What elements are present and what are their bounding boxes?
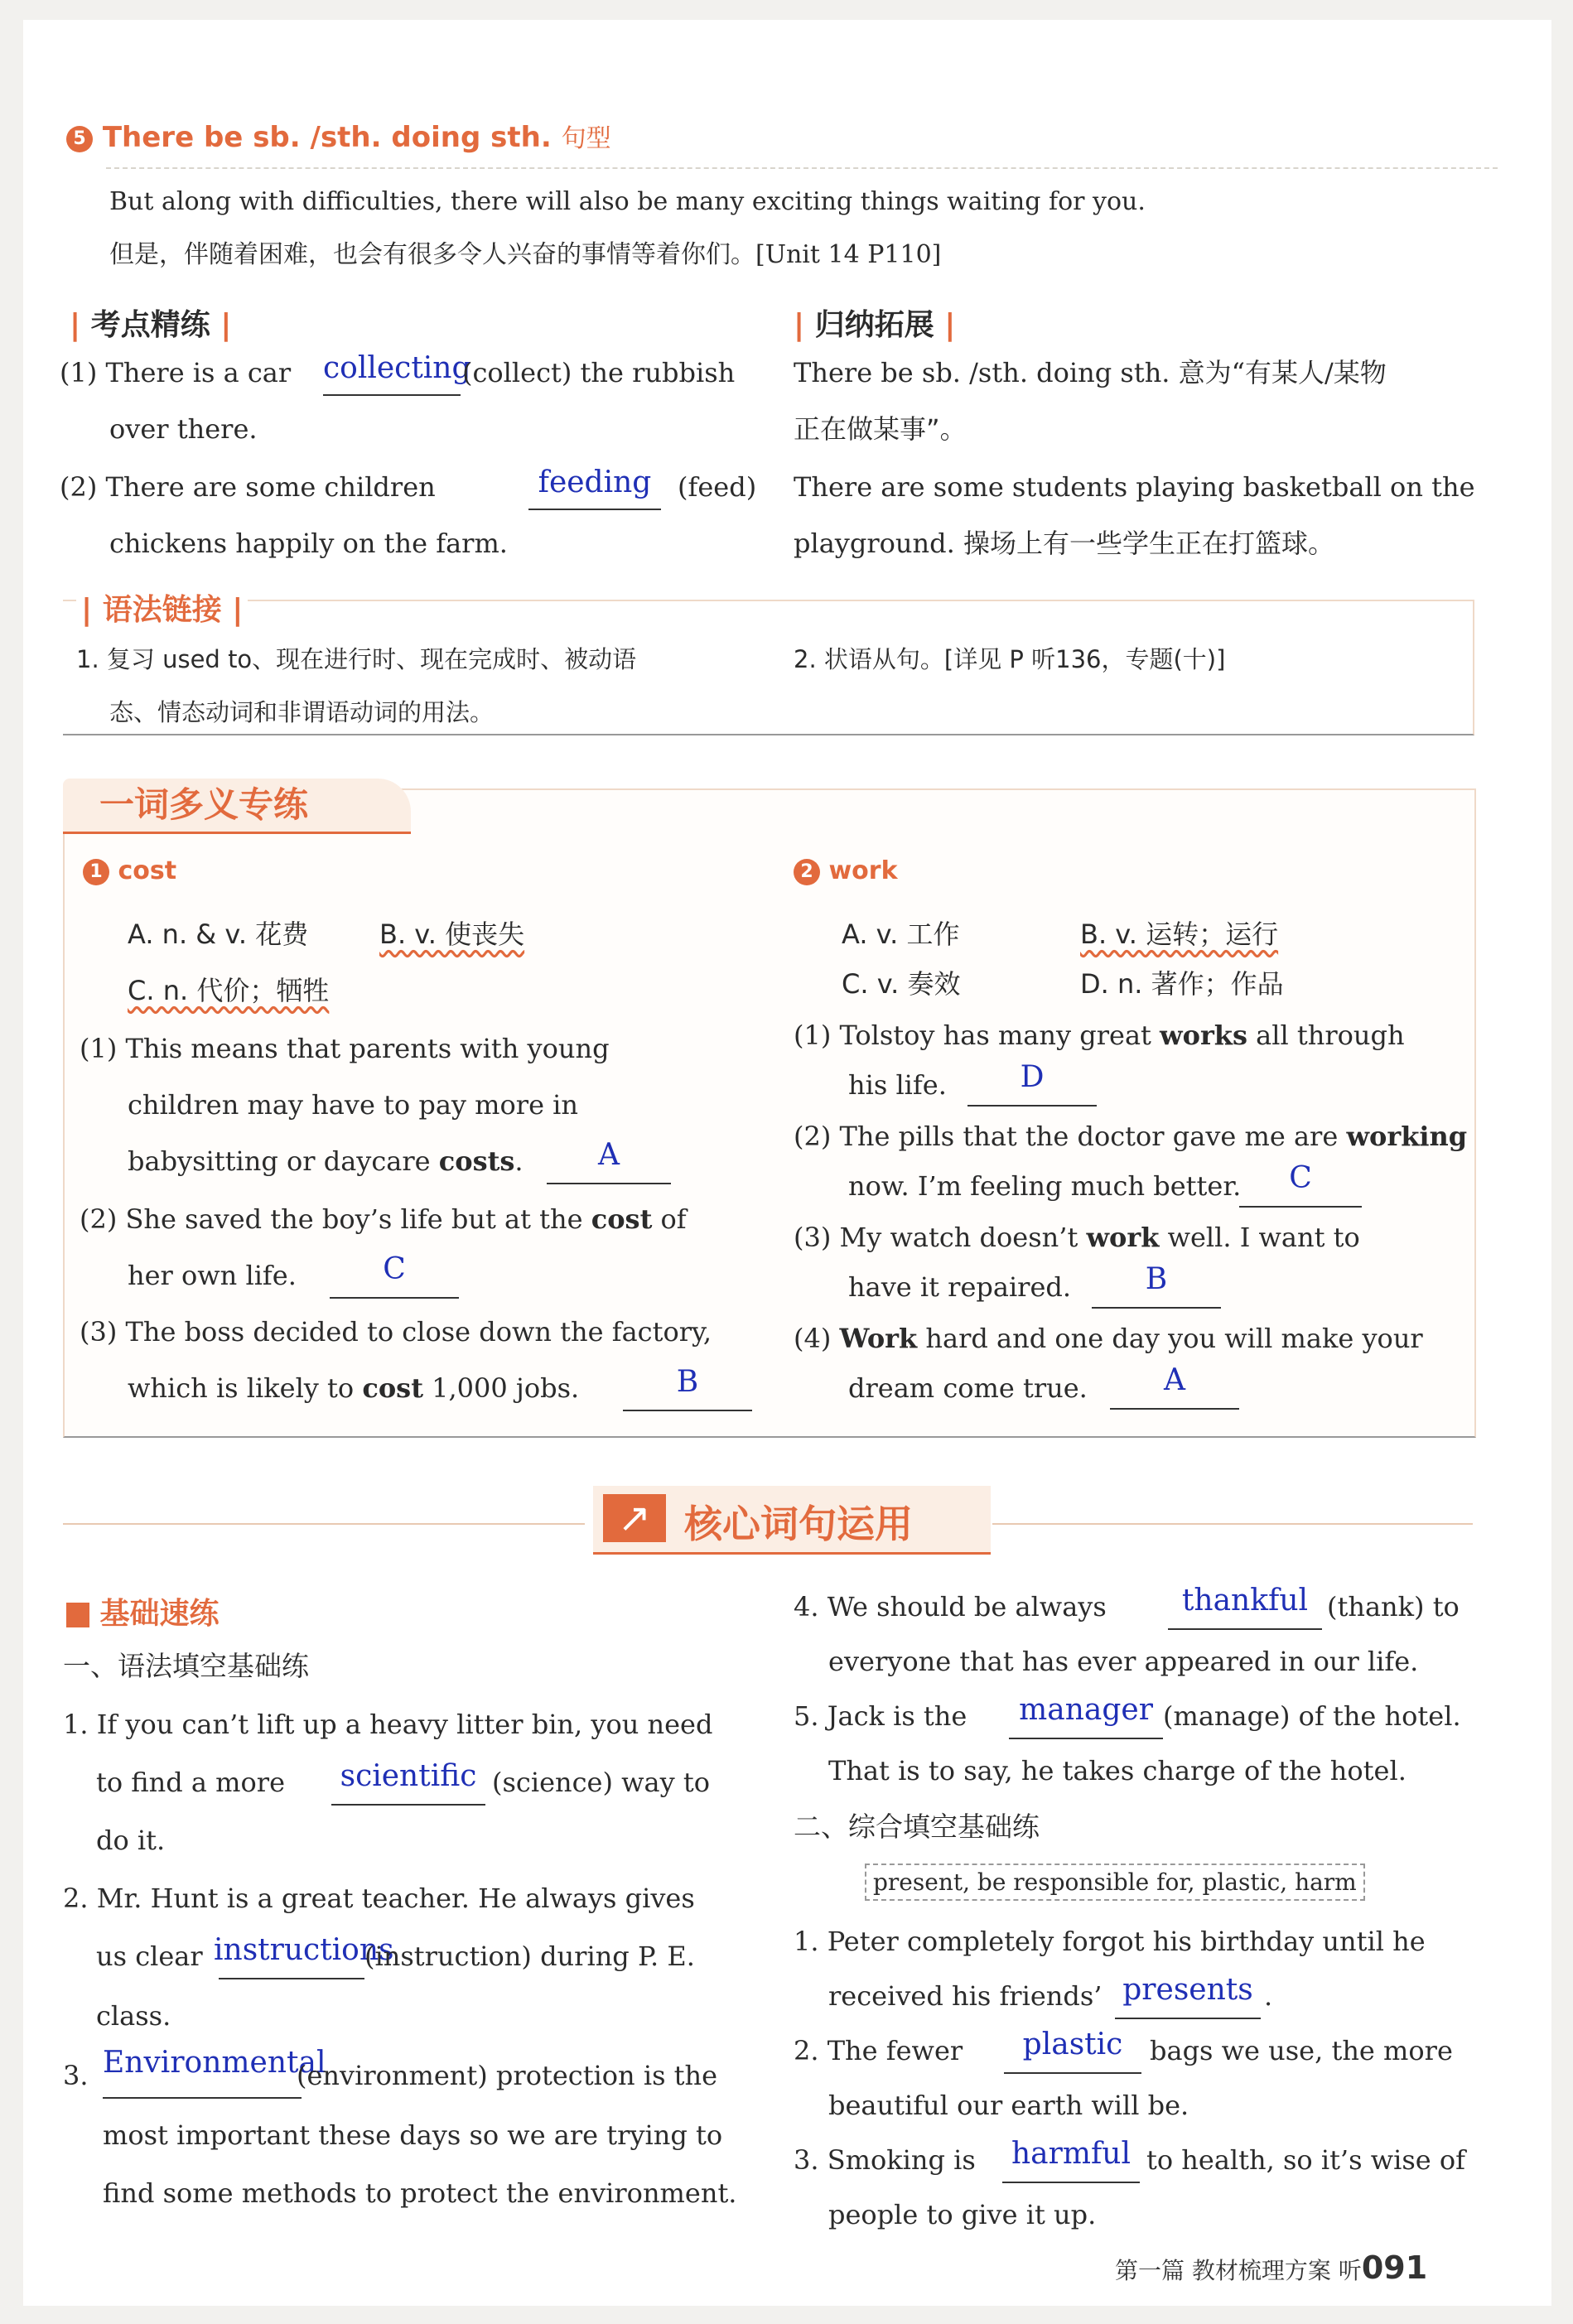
guina-header: | 归纳拓展 |	[794, 308, 956, 342]
jichu-q1-answer: scientific	[340, 1759, 477, 1793]
kaodian-q1-line2: over there.	[109, 413, 258, 445]
work-q2-line2: now. I’m feeling much better.	[848, 1170, 1242, 1202]
answer-blank	[547, 1183, 671, 1184]
jichu-q3-line3: find some methods to protect the environment.	[103, 2177, 737, 2209]
jichu-q1-cont: (science) way to	[492, 1767, 710, 1798]
guina-line-2: 正在做某事”。	[794, 413, 967, 445]
guina-line-3: There are some students playing basketball on the	[794, 471, 1475, 503]
jichu-q5-cont: (manage) of the hotel.	[1163, 1700, 1461, 1732]
jichu-q5-answer: manager	[1019, 1693, 1153, 1727]
jichu-q3-number: 3.	[63, 2060, 89, 2091]
work-q1-answer: D	[1020, 1060, 1045, 1094]
cost-q1-answer: A	[598, 1138, 620, 1172]
guina-line-1: There be sb. /sth. doing sth. 意为“有某人/某物	[794, 357, 1387, 388]
page-number: 091	[1361, 2249, 1428, 2286]
yufa-item-1: 1. 复习 used to、现在进行时、现在完成时、被动语	[76, 645, 637, 673]
word-box: present, be responsible for, plastic, harm	[865, 1864, 1365, 1901]
jichu-p2-cont: bags we use, the more	[1150, 2035, 1453, 2066]
footer-text: 第一篇 教材梳理方案 听	[1115, 2257, 1362, 2284]
cost-q2: (2) She saved the boy’s life but at the cost of	[80, 1203, 687, 1235]
kaodian-q1-answer: collecting	[323, 351, 471, 385]
banner-line-left	[63, 1523, 585, 1525]
work-q4: (4) Work hard and one day you will make your	[794, 1323, 1423, 1354]
work-q1: (1) Tolstoy has many great works all through	[794, 1020, 1405, 1051]
jichu-q5-line2: That is to say, he takes charge of the hotel.	[828, 1755, 1407, 1786]
jichu-q4-cont: (thank) to	[1327, 1591, 1460, 1622]
cost-q2-answer: C	[383, 1252, 406, 1286]
cost-q3: (3) The boss decided to close down the factory,	[80, 1316, 712, 1348]
kaodian-q2-line2: chickens happily on the farm.	[109, 528, 508, 559]
work-option-a: A. v. 工作	[842, 919, 960, 950]
jichu-q4: 4. We should be always	[794, 1591, 1107, 1622]
jichu-p3-answer: harmful	[1011, 2137, 1131, 2171]
work-option-b: B. v. 运转；运行	[1080, 919, 1279, 950]
jichu-q3-line2: most important these days so we are trying to	[103, 2119, 723, 2151]
work-option-d: D. n. 著作；作品	[1080, 968, 1284, 1000]
yufa-header: | 语法链接 |	[76, 586, 248, 629]
hexin-banner	[593, 1486, 991, 1555]
jichu-p3: 3. Smoking is	[794, 2144, 976, 2176]
answer-blank	[1092, 1307, 1221, 1309]
answer-blank	[967, 1105, 1097, 1107]
cost-label: 1 cost	[83, 856, 176, 885]
kaodian-q2-answer: feeding	[538, 465, 652, 499]
example-sentence-zh: 但是，伴随着困难，也会有很多令人兴奋的事情等着你们。[Unit 14 P110]	[109, 240, 942, 269]
hexin-banner-title: 核心词句运用	[684, 1502, 913, 1546]
divider	[106, 167, 1498, 169]
answer-blank	[1110, 1408, 1239, 1410]
work-q1-line2: his life.	[848, 1069, 947, 1101]
page	[23, 20, 1551, 2306]
work-q2: (2) The pills that the doctor gave me are working	[794, 1121, 1468, 1152]
work-q3-line2: have it repaired.	[848, 1271, 1072, 1303]
guina-line-4: playground. 操场上有一些学生正在打篮球。	[794, 528, 1334, 559]
work-q3: (3) My watch doesn’t work well. I want to	[794, 1222, 1360, 1253]
arrow-icon: ↗	[603, 1494, 666, 1542]
answer-blank	[623, 1410, 752, 1411]
answer-blank	[330, 1297, 459, 1299]
work-q3-answer: B	[1145, 1262, 1168, 1296]
jichu-q1-line2: to find a more	[96, 1767, 285, 1798]
section-title-text: There be sb. /sth. doing sth.	[102, 121, 552, 154]
part2-title: 二、综合填空基础练	[794, 1811, 1040, 1843]
banner-line-right	[992, 1523, 1473, 1525]
work-label: 2 work	[794, 856, 898, 885]
jichu-q4-line2: everyone that has ever appeared in our life.	[828, 1646, 1419, 1677]
cost-q1-line2: children may have to pay more in	[128, 1089, 579, 1121]
jichu-q5: 5. Jack is the	[794, 1700, 967, 1732]
answer-blank	[219, 1978, 364, 1979]
jichu-q3-answer: Environmental	[103, 2046, 326, 2080]
answer-blank	[1168, 1628, 1322, 1630]
cost-option-b: B. v. 使丧失	[379, 919, 525, 950]
cost-q1-line3: babysitting or daycare costs.	[128, 1145, 524, 1177]
section-title-zh: 句型	[561, 124, 611, 153]
answer-blank	[331, 1804, 485, 1806]
jichu-q2-cont: (instruction) during P. E.	[364, 1941, 695, 1972]
kaodian-q2: (2) There are some children	[60, 471, 436, 503]
cost-q3-line2: which is likely to cost 1,000 jobs.	[128, 1372, 580, 1404]
jichu-q3: (environment) protection is the	[297, 2060, 718, 2091]
work-q4-line2: dream come true.	[848, 1372, 1088, 1404]
section-5-title	[66, 118, 611, 154]
answer-blank	[528, 509, 661, 510]
answer-blank	[323, 394, 461, 396]
jichu-q2-line3: class.	[96, 2000, 171, 2032]
jichu-p3-line2: people to give it up.	[828, 2199, 1097, 2230]
answer-blank	[1239, 1206, 1362, 1208]
answer-blank	[1004, 2072, 1141, 2074]
kaodian-q2-cont: (feed)	[678, 471, 757, 503]
kaodian-header: | 考点精练 |	[70, 308, 232, 342]
kaodian-q1: (1) There is a car	[60, 357, 292, 388]
yufa-item-2: 2. 状语从句。[详见 P 听136，专题(十)]	[794, 645, 1226, 673]
section-number-badge: 5	[66, 126, 93, 152]
yici-banner: 一词多义专练	[63, 779, 411, 834]
example-sentence-en: But along with difficulties, there will also be many exciting things waiting for you.	[109, 187, 1146, 216]
jichu-p3-cont: to health, so it’s wise of	[1146, 2144, 1465, 2176]
answer-blank	[1009, 1738, 1163, 1739]
kaodian-q1-cont: (collect) the rubbish	[462, 357, 736, 388]
jichu-p1: 1. Peter completely forgot his birthday until he	[794, 1926, 1426, 1957]
cost-option-c: C. n. 代价；牺牲	[128, 975, 330, 1006]
jichu-q2: 2. Mr. Hunt is a great teacher. He always gives	[63, 1883, 695, 1914]
jichu-header: 基础速练	[66, 1590, 220, 1632]
jichu-q4-answer: thankful	[1181, 1584, 1309, 1618]
cost-q3-answer: B	[676, 1365, 699, 1399]
jichu-q1: 1. If you can’t lift up a heavy litter bin, you need	[63, 1709, 713, 1740]
jichu-q1-line3: do it.	[96, 1825, 166, 1856]
footer	[1115, 2249, 1427, 2286]
jichu-p2-answer: plastic	[1022, 2027, 1123, 2061]
jichu-p1-line2: received his friends’	[828, 1980, 1103, 2012]
jichu-p1-end: .	[1264, 1980, 1273, 2012]
yufa-item-1-line2: 态、情态动词和非谓语动词的用法。	[109, 698, 495, 726]
cost-option-a: A. n. & v. 花费	[128, 919, 309, 950]
list-icon	[66, 1603, 89, 1627]
work-option-c: C. v. 奏效	[842, 968, 961, 1000]
jichu-q2-line2: us clear	[96, 1941, 203, 1972]
source-ref: [Unit 14 P110]	[755, 240, 942, 269]
work-q2-answer: C	[1289, 1161, 1312, 1195]
answer-blank	[1002, 2182, 1140, 2183]
work-q4-answer: A	[1164, 1363, 1185, 1397]
jichu-p2: 2. The fewer	[794, 2035, 963, 2066]
cost-q2-line2: her own life.	[128, 1260, 297, 1291]
jichu-q2-answer: instructions	[214, 1933, 394, 1967]
answer-blank	[103, 2097, 302, 2099]
part1-title: 一、语法填空基础练	[63, 1650, 309, 1682]
jichu-p1-answer: presents	[1122, 1973, 1253, 2007]
cost-q1: (1) This means that parents with young	[80, 1033, 610, 1064]
jichu-p2-line2: beautiful our earth will be.	[828, 2090, 1189, 2121]
answer-blank	[1115, 2018, 1261, 2019]
